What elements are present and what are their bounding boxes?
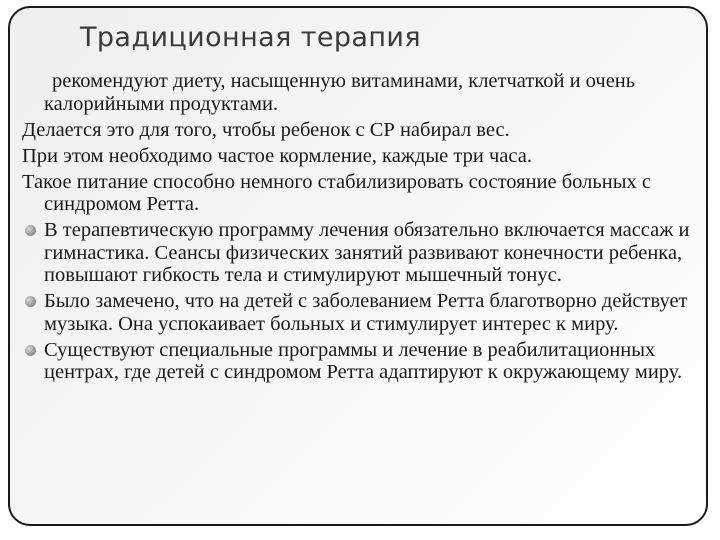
bullet-text: Существуют специальные программы и лечение в реабилитационных центрах, где детей с синдромом Ретта адаптируют к окружающему миру. bbox=[44, 338, 683, 383]
paragraph-stabilize: Такое питание способно немного стабилизировать состояние больных с синдромом Ретта. bbox=[22, 170, 651, 215]
bullet-item-massage bbox=[22, 219, 702, 287]
bullet-item-music bbox=[22, 290, 702, 335]
bullet-text: Было замечено, что на детей с заболеванием Ретта благотворно действует музыка. Она успокаивает больных и стимулирует интерес к миру. bbox=[44, 290, 688, 335]
bullet-text: В терапевтическую программу лечения обязательно включается массаж и гимнастика. Сеансы физических занятий развивают конечности ребенка, повышают гибкость тела и стимулируют мышечный тонус. bbox=[44, 219, 690, 286]
lead-paragraph: рекомендуют диету, насыщенную витаминами, клетчаткой и очень калорийными продуктами. bbox=[44, 70, 636, 115]
bullet-icon bbox=[25, 296, 36, 307]
paragraph-feeding: При этом необходимо частое кормление, каждые три часа. bbox=[22, 144, 532, 167]
slide-body bbox=[22, 70, 702, 387]
bullet-icon bbox=[25, 225, 36, 236]
bullet-icon bbox=[25, 345, 36, 356]
slide-title: Традиционная терапия bbox=[80, 22, 421, 53]
paragraph-weight-gain: Делается это для того, чтобы ребенок с СР набирал вес. bbox=[22, 118, 510, 141]
bullet-item-rehab bbox=[22, 339, 702, 384]
